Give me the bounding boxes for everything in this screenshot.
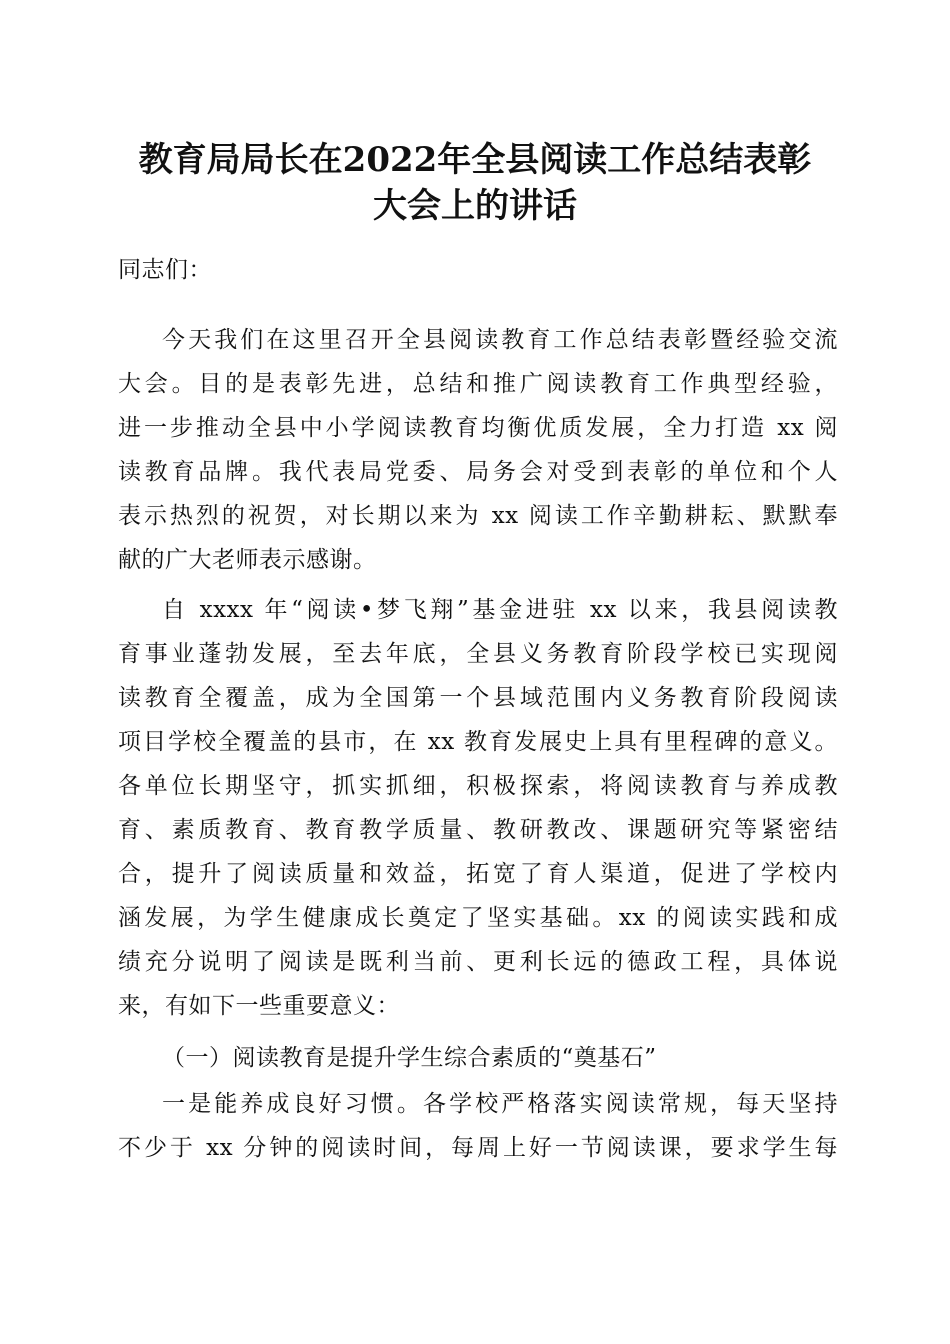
paragraph-line: 进一步推动全县中小学阅读教育均衡优质发展，全力打造 xx 阅 <box>118 415 838 441</box>
document-title-line-1: 教育局局长在2022年全县阅读工作总结表彰 <box>138 140 812 180</box>
paragraph-line: 大会。目的是表彰先进，总结和推广阅读教育工作典型经验， <box>118 371 838 397</box>
paragraph-line: 读教育品牌。我代表局党委、局务会对受到表彰的单位和个人 <box>118 459 838 485</box>
salutation: 同志们： <box>118 257 212 283</box>
paragraph-line: 各单位长期坚守，抓实抓细，积极探索，将阅读教育与养成教 <box>118 773 838 799</box>
paragraph-line: 育、素质教育、教育教学质量、教研教改、课题研究等紧密结 <box>118 817 838 843</box>
paragraph-line: 一是能养成良好习惯。各学校严格落实阅读常规，每天坚持 <box>162 1091 838 1117</box>
document-title-line-2: 大会上的讲话 <box>373 186 577 226</box>
paragraph-line: 项目学校全覆盖的县市，在 xx 教育发展史上具有里程碑的意义。 <box>118 729 838 755</box>
paragraph-line: 合，提升了阅读质量和效益，拓宽了育人渠道，促进了学校内 <box>118 861 838 887</box>
paragraph-line: 读教育全覆盖，成为全国第一个县域范围内义务教育阶段阅读 <box>118 685 838 711</box>
paragraph-line: 来，有如下一些重要意义： <box>118 993 400 1019</box>
paragraph-line: 今天我们在这里召开全县阅读教育工作总结表彰暨经验交流 <box>162 327 838 353</box>
paragraph-line: 绩充分说明了阅读是既利当前、更利长远的德政工程，具体说 <box>118 949 838 975</box>
section-heading: （一）阅读教育是提升学生综合素质的“奠基石” <box>162 1045 657 1071</box>
paragraph-line: 涵发展，为学生健康成长奠定了坚实基础。xx 的阅读实践和成 <box>118 905 838 931</box>
paragraph-line: 献的广大老师表示感谢。 <box>118 547 377 573</box>
paragraph-line: 不少于 xx 分钟的阅读时间，每周上好一节阅读课，要求学生每 <box>118 1135 838 1161</box>
paragraph-line: 表示热烈的祝贺，对长期以来为 xx 阅读工作辛勤耕耘、默默奉 <box>118 503 838 529</box>
paragraph-line: 自 xxxx 年“阅读•梦飞翔”基金进驻 xx 以来，我县阅读教 <box>162 597 838 623</box>
paragraph-line: 育事业蓬勃发展，至去年底，全县义务教育阶段学校已实现阅 <box>118 641 838 667</box>
